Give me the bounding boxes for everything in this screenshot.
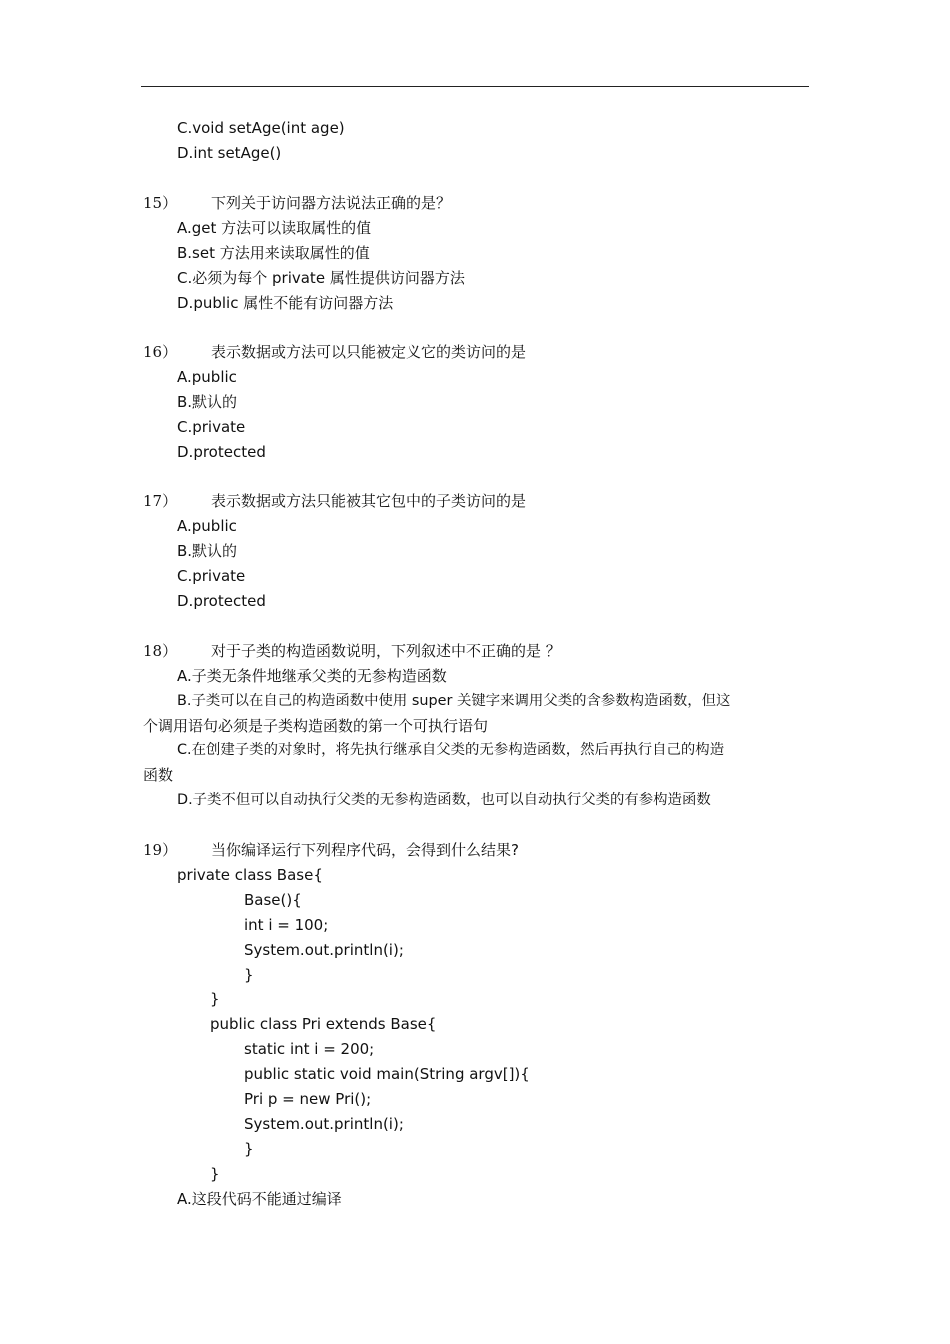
code-line: } (210, 990, 220, 1008)
q18-option-b-line1: B.子类可以在自己的构造函数中使用 super 关键字来调用父类的含参数构造函数，但这 (177, 693, 731, 709)
q16-option-a: A.public (177, 368, 237, 386)
q16-number: 16） (143, 343, 178, 361)
q15-option-a: A.get 方法可以读取属性的值 (177, 219, 372, 237)
q18-option-b-line2: 个调用语句必须是子类构造函数的第一个可执行语句 (143, 717, 489, 735)
q18-option-c-line2: 函数 (143, 766, 174, 784)
code-line: } (244, 1140, 254, 1158)
q15-option-c: C.必须为每个 private 属性提供访问器方法 (177, 269, 465, 287)
q15-number: 15） (143, 194, 178, 212)
q15-stem: 下列关于访问器方法说法正确的是？ (211, 194, 452, 212)
q17-option-c: C.private (177, 567, 246, 585)
code-line: } (244, 966, 254, 984)
code-line: System.out.println(i); (244, 941, 404, 959)
q19-number: 19） (143, 841, 178, 859)
q17-stem: 表示数据或方法只能被其它包中的子类访问的是 (211, 492, 527, 510)
header-rule (141, 86, 809, 87)
code-line: int i = 100; (244, 916, 329, 934)
q16-option-b: B.默认的 (177, 393, 238, 411)
code-line: static int i = 200; (244, 1040, 375, 1058)
q18-number: 18） (143, 642, 178, 660)
q17-number: 17） (143, 492, 178, 510)
q14-option-c: C.void setAge(int age) (177, 119, 345, 137)
q18-option-d: D.子类不但可以自动执行父类的无参构造函数，也可以自动执行父类的有参构造函数 (177, 792, 711, 808)
code-line: private class Base{ (177, 866, 323, 884)
q16-option-c: C.private (177, 418, 246, 436)
q14-option-d: D.int setAge() (177, 144, 282, 162)
q16-stem: 表示数据或方法可以只能被定义它的类访问的是 (211, 343, 527, 361)
code-line: Pri p = new Pri(); (244, 1090, 372, 1108)
q17-option-a: A.public (177, 517, 237, 535)
code-line: } (210, 1165, 220, 1183)
q19-stem: 当你编译运行下列程序代码，会得到什么结果? (211, 841, 519, 859)
q18-stem: 对于子类的构造函数说明，下列叙述中不正确的是 ？ (211, 642, 561, 660)
code-line: System.out.println(i); (244, 1115, 404, 1133)
code-line: public static void main(String argv[]){ (244, 1065, 530, 1083)
q18-option-c-line1: C.在创建子类的对象时，将先执行继承自父类的无参构造函数，然后再执行自己的构造 (177, 742, 725, 758)
code-line: Base(){ (244, 891, 302, 909)
q18-option-a: A.子类无条件地继承父类的无参构造函数 (177, 667, 447, 685)
q17-option-d: D.protected (177, 592, 266, 610)
q15-option-d: D.public 属性不能有访问器方法 (177, 294, 394, 312)
code-line: public class Pri extends Base{ (210, 1015, 437, 1033)
q19-option-a: A.这段代码不能通过编译 (177, 1190, 342, 1208)
q15-option-b: B.set 方法用来读取属性的值 (177, 244, 370, 262)
q16-option-d: D.protected (177, 443, 266, 461)
q17-option-b: B.默认的 (177, 542, 238, 560)
